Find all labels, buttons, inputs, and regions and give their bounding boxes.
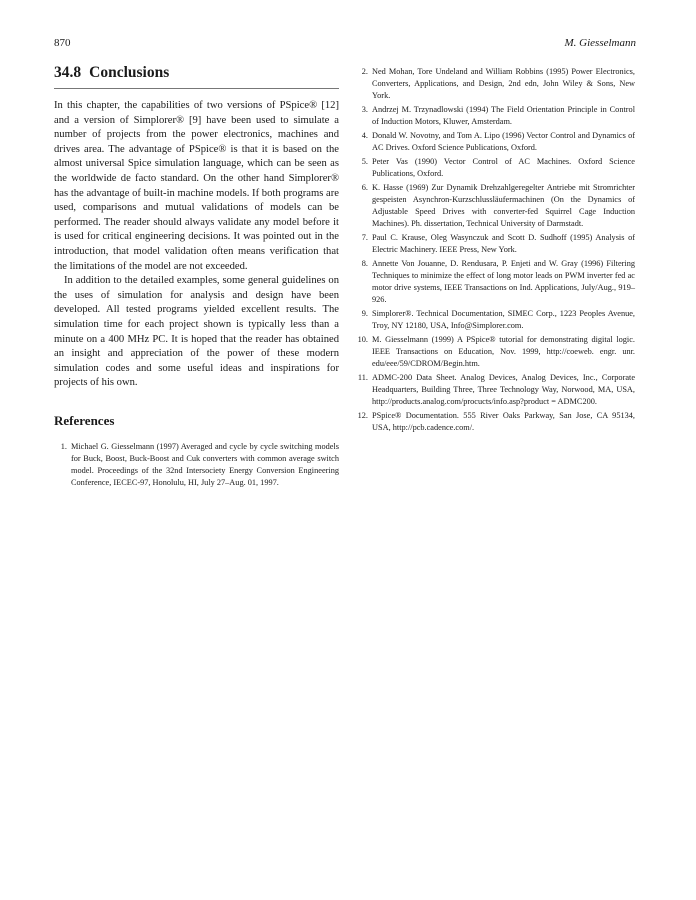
reference-number: 2.: [361, 67, 368, 76]
reference-item: [353, 130, 635, 154]
reference-item: [353, 104, 635, 128]
reference-number: 12.: [357, 411, 368, 420]
reference-number: 4.: [361, 131, 368, 140]
reference-number: 8.: [361, 259, 368, 268]
reference-text: Annette Von Jouanne, D. Rendusara, P. Enjeti and W. Gray (1996) Filtering Techniques to minimize the effect of long motor leads on PWM inverter fed ac motor drive systems, IEEE Transactions on Ind. Applications, July/Aug., 919–926.: [372, 259, 635, 304]
reference-item: [353, 258, 635, 306]
reference-number: 6.: [361, 183, 368, 192]
reference-item: [54, 441, 339, 489]
page-number: 870: [54, 37, 71, 49]
section-number: 34.8: [54, 64, 82, 81]
reference-number: 9.: [361, 309, 368, 318]
reference-text: ADMC-200 Data Sheet. Analog Devices, Analog Devices, Inc., Corporate Headquarters, Building Three, Three Technology Way, Norwood, MA, USA, http://products.analog.com/procucts/info.asp?product = ADMC200.: [372, 373, 635, 406]
references-heading: References: [54, 412, 115, 428]
reference-text: M. Giesselmann (1999) A PSpice® tutorial for demonstrating digital logic. IEEE Transactions on Education, Nov. 1999, http://coeweb. engr. unr. edu/eee/59/CDROM/Begin.htm.: [372, 335, 635, 368]
reference-item: [353, 372, 635, 408]
reference-item: [353, 334, 635, 370]
left-column: [54, 64, 339, 491]
reference-number: 11.: [357, 373, 368, 382]
reference-text: K. Hasse (1969) Zur Dynamik Drehzahlgeregelter Antriebe mit Stromrichter gespeisten Asynchron-Kurzschlussläufermachinen (On the Dynamics of Adjustable Speed Drives with converter-fed Squirrel Cage Induction Machines). Ph. dissertation, Technical University of Darmstadt.: [372, 183, 635, 228]
reference-item: [353, 232, 635, 256]
section-heading: [54, 64, 339, 89]
running-head: M. Giesselmann: [564, 37, 636, 49]
reference-item: [353, 66, 635, 102]
conclusion-paragraph-1: In this chapter, the capabilities of two versions of PSpice® [12] and a version of Simplorer® [9] have been used to simulate a number of projects from the power electronics, machines and drives area. The advantage of PSpice® is that it is based on the almost universal Spice simulation language, which can be seen as the worldwide de facto standard. On the other hand Simplorer® has the advantage of built-in machine models. If both programs are used, comparisons and mutual validations of models can be performed. The reader should always validate any model before it is used for critical engineering decisions. It was pointed out in the introduction, that model validation often means verification that the limitations of the model are not exceeded.: [54, 100, 339, 272]
reference-item: [353, 410, 635, 434]
section-title: Conclusions: [89, 64, 170, 81]
reference-number: 7.: [361, 233, 368, 242]
reference-number: 1.: [60, 441, 67, 451]
reference-number: 3.: [361, 105, 368, 114]
reference-list-left: [54, 441, 339, 489]
reference-text: Michael G. Giesselmann (1997) Averaged and cycle by cycle switching models for Buck, Boost, Buck-Boost and Cuk converters with common average switch model. Proceedings of the 32nd Intersociety Energy Conversion Engineering Conference, IECEC-97, Honolulu, HI, July 27–Aug. 01, 1997.: [71, 441, 339, 487]
reference-text: Simplorer®. Technical Documentation, SIMEC Corp., 1223 Peoples Avenue, Troy, NY 12180, USA, Info@Simplorer.com.: [372, 309, 635, 330]
right-column: [353, 66, 635, 436]
reference-number: 10.: [357, 335, 368, 344]
reference-text: Paul C. Krause, Oleg Wasynczuk and Scott D. Sudhoff (1995) Analysis of Electric Machinery. IEEE Press, New York.: [372, 233, 635, 254]
reference-item: [353, 156, 635, 180]
reference-item: [353, 182, 635, 230]
reference-number: 5.: [361, 157, 368, 166]
reference-text: Ned Mohan, Tore Undeland and William Robbins (1995) Power Electronics, Converters, Applications, and Design, 2nd edn, John Wiley & Sons, New York.: [372, 67, 635, 100]
reference-text: Andrzej M. Trzynadlowski (1994) The Field Orientation Principle in Control of Induction Motors, Kluwer, Amsterdam.: [372, 105, 635, 126]
reference-item: [353, 308, 635, 332]
reference-text: Peter Vas (1990) Vector Control of AC Machines. Oxford Science Publications, Oxford.: [372, 157, 635, 178]
conclusion-paragraph-2: In addition to the detailed examples, some general guidelines on the uses of simulation for analysis and design have been developed. All tested programs yielded excellent results. The simulation time for each project shown is typically less than a minute on a 400 MHz PC. It is hoped that the reader has obtained an insight and appreciation of the power of these modern simulation codes and some useful ideas and inspirations for projects of his own.: [54, 275, 339, 389]
reference-text: Donald W. Novotny, and Tom A. Lipo (1996) Vector Control and Dynamics of AC Drives. Oxford Science Publications, Oxford.: [372, 131, 635, 152]
reference-text: PSpice® Documentation. 555 River Oaks Parkway, San Jose, CA 95134, USA, http://pcb.cadence.com/.: [372, 411, 635, 432]
reference-list-right: [353, 66, 635, 434]
